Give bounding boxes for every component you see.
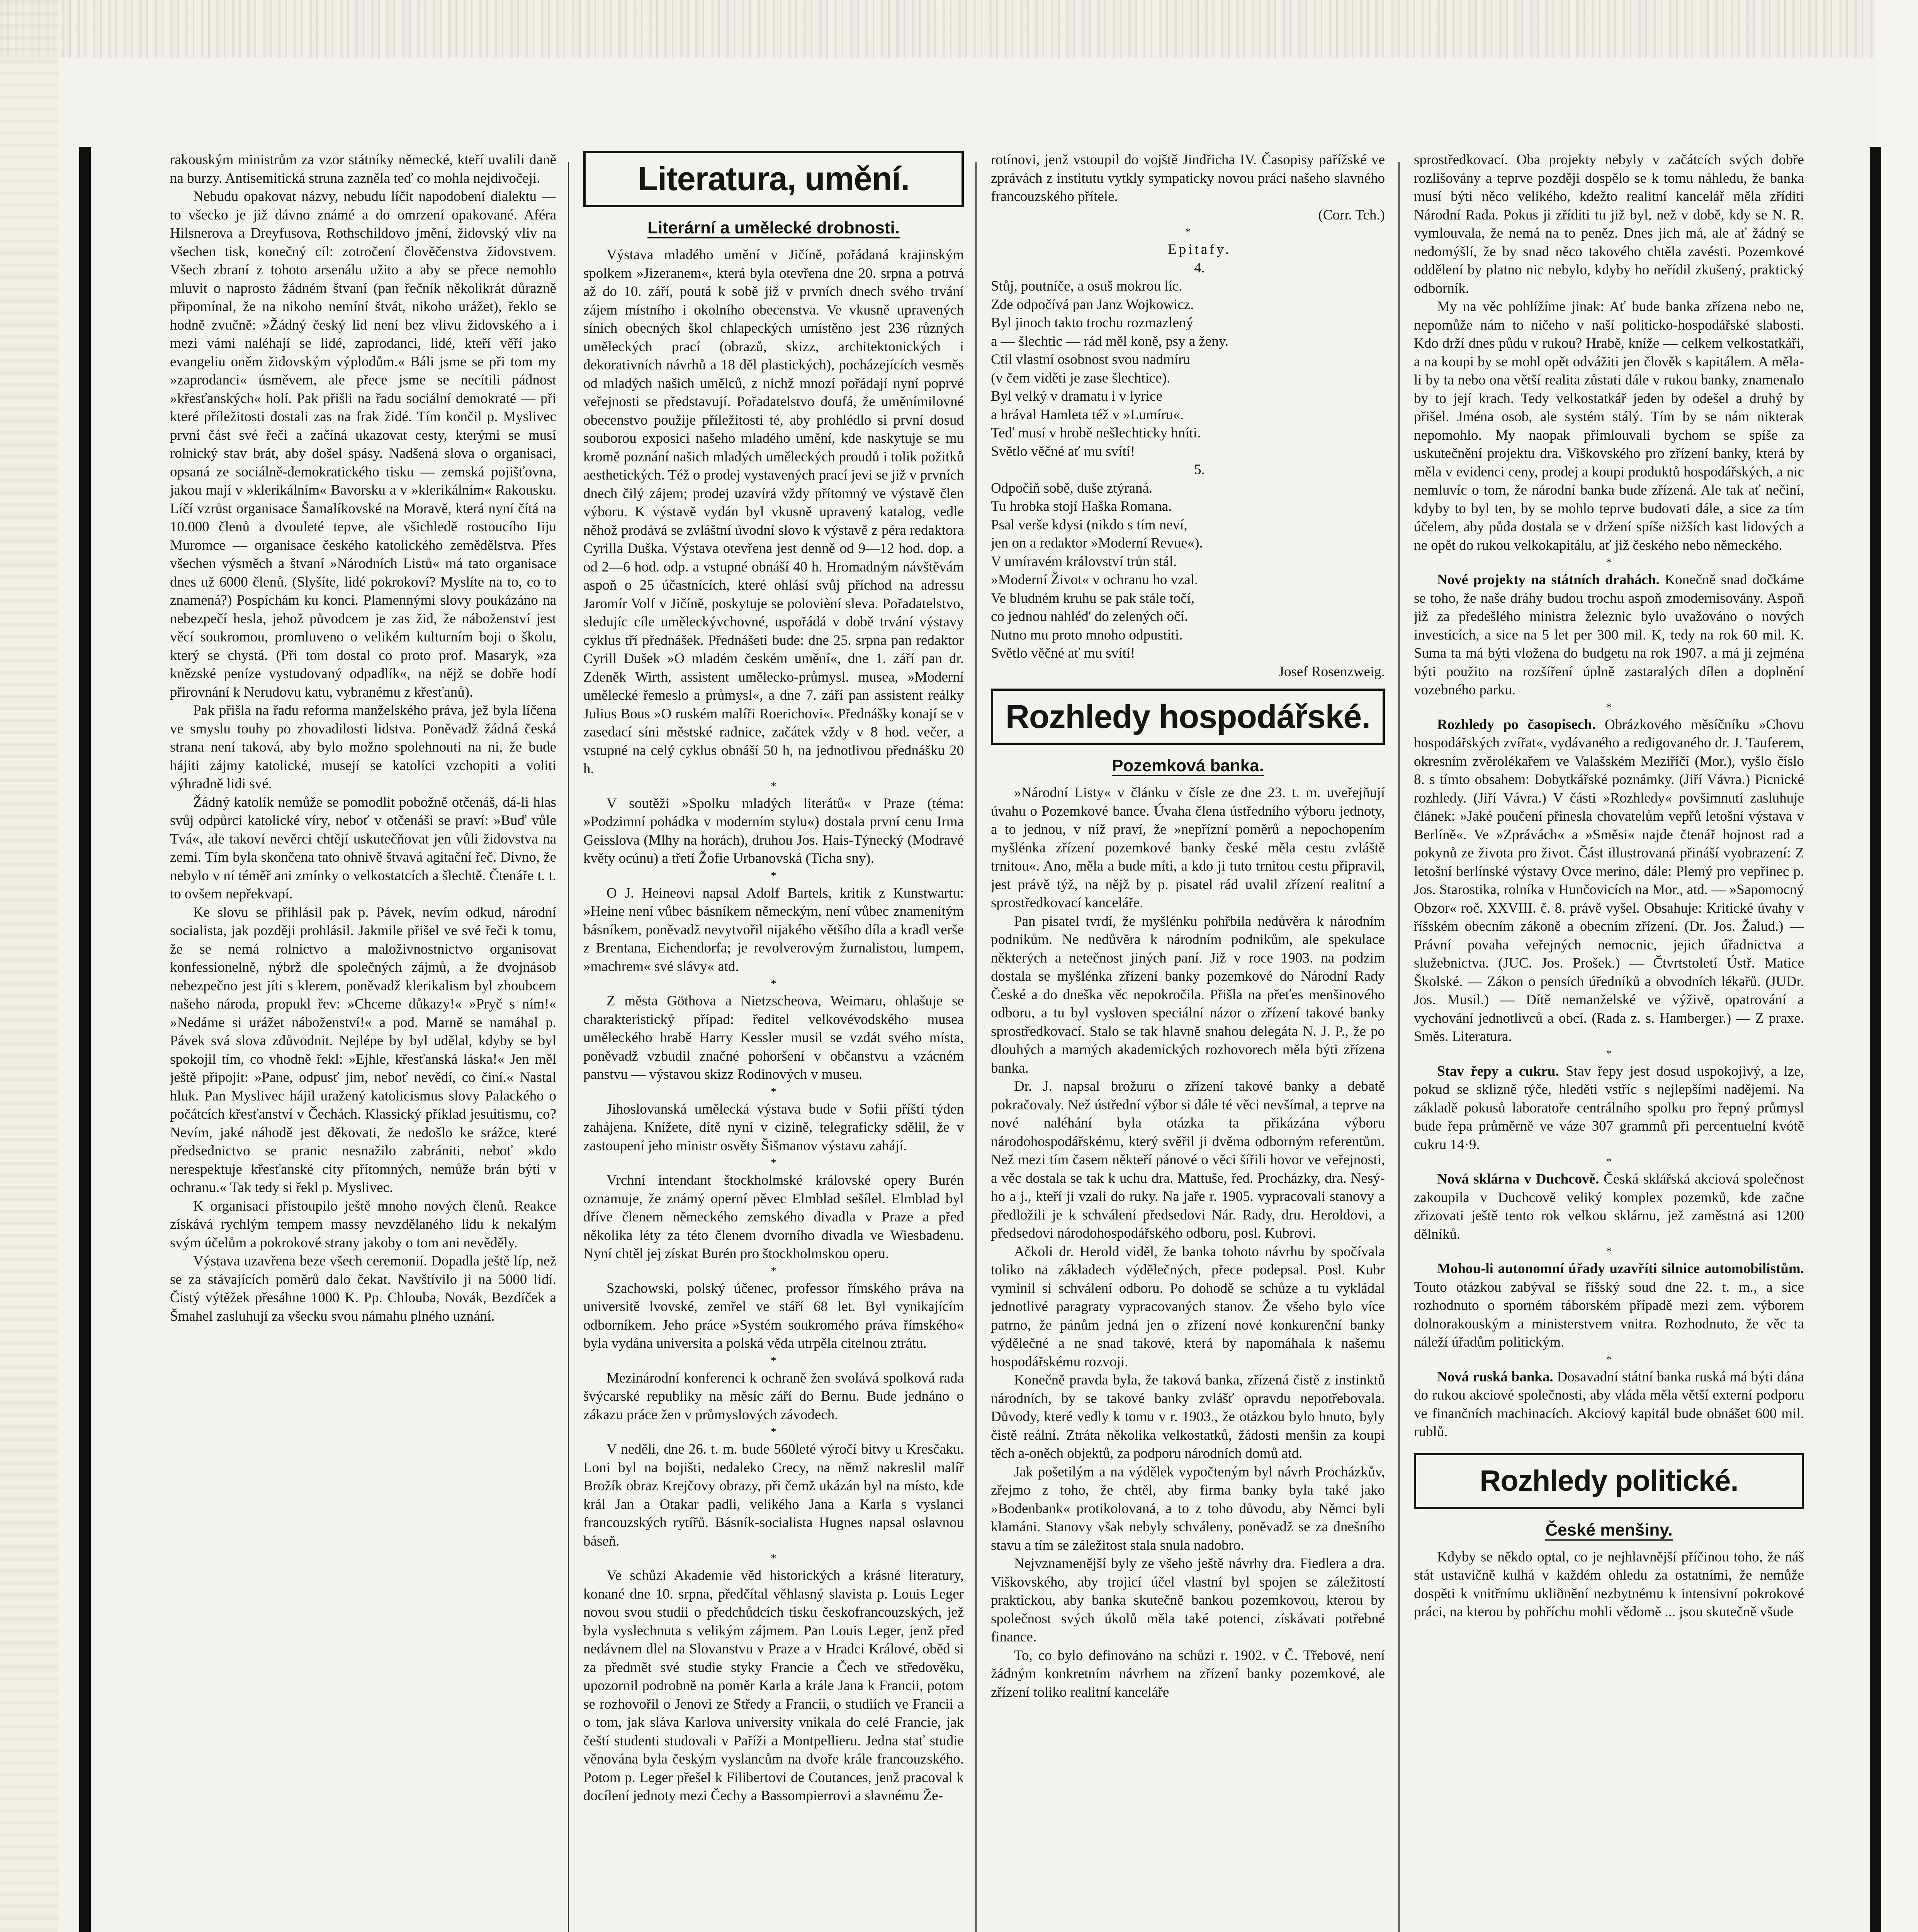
news-note-headline: Nová ruská banka. <box>1437 1369 1553 1385</box>
scan-edge-right <box>1876 0 1918 1932</box>
column-4-final-text <box>1414 1548 1804 1621</box>
news-note <box>1414 1062 1804 1154</box>
column-3 <box>991 151 1385 1932</box>
column-4-text <box>1414 151 1804 554</box>
poem-line: (v čem viděti je zase šlechtice). <box>991 370 1171 386</box>
separator: * <box>771 1156 776 1169</box>
article-paragraph: Žádný katolík nemůže se pomodlit pobožně otčenáš, dá-li hlas svůj odpůrci katolické víry, neboť v otčenáši se praví: »Buď vůle Tvá«, ale takoví nevěrci chtějí uskutečňovat jen vůli židovstva na zemi. Tím byla skončena tato ohnivě štvavá agitační řeč. Divno, že nebylo v ní téměř ani zmínky o velkostatcích a šlechtě. Čtenáře t. t. to ovšem nepřekvapí. <box>170 794 556 902</box>
poem-line: Nutno mu proto mnoho odpustiti. <box>991 627 1183 643</box>
poem-line: Ctil vlastní osobnost svou nadmíru <box>991 352 1190 367</box>
separator: * <box>771 1264 776 1277</box>
separator: * <box>1606 1245 1612 1258</box>
article-paragraph: Nebudu opakovat názvy, nebudu líčit napodobení dialektu — to všecko je již dávno známé a do omrzení opakované. Aféra Hilsnerova a Dreyfusova, Rothschildovo jmění, židovský vliv na všechen tisk, konečný cíl: zotročení člověčenstva židovstvem. Všech zbraní z tohoto arsenálu užito a aby se přece nemohlo mluvit o naprosto žádném štvaní (pan řečník několikrát důrazně připomínal, že na nikoho nemíní štvát, nikoho urážet), řeklo se hodně zvučně: »Žádný český lid není bez vlivu židovského a i mezi vámi naléhají se lidé, zaprodanci, lidé, kteří věří jako evangeliu oněm židovským výplodům.« Báli jsme se při tom my »zaprodanci« úsměvem, ale přece jsme se necítili pádnost »křesťanských« holí. Pak přišli na řadu sociální demokraté — při které příležitosti dostali zas na frak židé. Tím končil p. Myslivec první část své řeči a začíná ukazovat cesty, kterými se musí rolnický stav brát, aby došel spásy. Nadšená slova o organisaci, opsaná ze sociálně-demokratického tisku — zemská pojišťovna, jakou mají v »klerikálním« Bavorsku a v »klerikálním« Rakousku. Líčí vzrůst organisace Šamalíkovské na Moravě, která nyní čítá na 10.000 členů a dvouleté tepve, ale všichledě rostoucího Iiju Muromce — organisace českého katolického zemědělstva. Přes všechen výsměch a štvaní »Národních Listů« má tato organisace dnes už 6000 členů. (Slyšíte, lidé pokrokoví? Myslíte na to, co to znamená?) Pospíchám ku konci. Plamennými slovy poukázáno na nebezpečí hesla, jehož původcem je zas žid, že náboženství jest věcí soukromou, promluveno o velikém kulturním boji o školu, který se chystá. (Při tom dostal co proto prof. Masaryk, »za knězské peníze vystudovaný odpadlík«, na nějž se dobře hodí přirovnání k Nerudovu katu, vybranému z křesťanů). <box>170 189 556 700</box>
article-paragraph: Ačkoli dr. Herold viděl, že banka tohoto návrhu by spočívala toliko na základech výdělečných, přece podepsal. Posl. Kubr vyminil si schválení odboru. Po dohodě se schůze a tu vykládal jednotlivé paragraty vypracovaných stanov. Že všeho bylo více patrno, že pánům jedná jen o zřízení nové konkurenční banky výdělečné a ne snad takové, která by napomáhala k našemu hospodářskému rozvoji. <box>991 1243 1385 1370</box>
poem-line: Odpočiň sobě, duše ztýraná. <box>991 480 1153 496</box>
separator: * <box>1185 226 1191 238</box>
separator: * <box>771 1425 776 1438</box>
column-3-text <box>991 784 1385 1701</box>
section-banner-literatura: Literatura, umění. <box>583 151 964 207</box>
poem-line: Byl velký v dramatu i v lyrice <box>991 388 1162 404</box>
column-2 <box>583 151 964 1932</box>
poem-line: Teď musí v hrobě nešlechticky hníti. <box>991 425 1201 441</box>
news-note <box>1414 1170 1804 1243</box>
separator: * <box>771 1354 776 1367</box>
separator: * <box>771 977 776 990</box>
poem-line: Světlo věčné ať mu svítí! <box>991 443 1135 459</box>
article-paragraph: To, co bylo definováno na schůzi r. 1902. v Č. Třebové, není žádným konkretním návrhem na zřízení banky pozemkové, ale zřízení toliko realitní kanceláře <box>991 1647 1385 1700</box>
article-paragraph: O J. Heineovi napsal Adolf Bartels, kritik z Kunstwartu: »Heine není vůbec básníkem německým, není vůbec znamenitým básníkem, poněvadž nevytvořil nijakého většího díla a kradl verše z Brentana, Eichendorfa; je revolverovým žurnalistou, lumpem, »machrem« své slávy« atd. <box>583 885 964 975</box>
poem-line: co jednou nahléd' do zelených očí. <box>991 609 1188 624</box>
subhead-literarni-drobnosti: Literární a umělecké drobnosti. <box>583 216 964 240</box>
article-paragraph: Jihoslovanská umělecká výstava bude v Sofii příští týden zahájena. Knížete, dítě nyní v cizině, telegraficky sdělil, že v zastoupení jeho ministr osvěty Šišmanov výstavu zahájí. <box>583 1101 964 1154</box>
scan-edge-top <box>0 0 1918 58</box>
article-paragraph: Dr. J. napsal brožuru o zřízení takové banky a debatě pokračovaly. Než ústřední výbor si dále té věci nevšímal, a teprve na nové naléhání byla otázka ta přikázána výboru národohospodářskému, který svěřil ji dvěma odborným referentům. Než mezi tím časem někteří pánové o věci šířili hovor ve veřejnosti, a věc dostala se tak k uchu dra. Mattuše, řed. Procházky, dra. Nesý-ho a j., kteří ji vzali do ruky. Na jaře r. 1905. vypracovali stanovy a předložili je k schválení předsedovi Nár. Rady, dru. Heroldovi, a předsedovi národohospodářského odboru, posl. Kubrovi. <box>991 1078 1385 1241</box>
binding-bar-left <box>79 147 91 1932</box>
poem-4 <box>991 277 1385 461</box>
news-note-headline: Rozhledy po časopisech. <box>1437 716 1596 733</box>
article-paragraph: Jak pošetilým a na výdělek vypočteným byl návrh Procházkův, zřejmo z toho, že chtěl, aby firma banky byla také jako »Bodenbank« protikolovaná, a to z toho důvodu, aby Němci byli klamáni. Stanovy však nebyly schváleny, poněvadž se za dnešního stavu a tím se záležitost stala snula nadobro. <box>991 1464 1385 1553</box>
scan-edge-left <box>0 0 58 1932</box>
column-rule <box>975 162 977 1932</box>
intro-signature: (Corr. Tch.) <box>1318 207 1385 223</box>
poem-line: Byl jinoch takto trochu rozmazlený <box>991 315 1194 331</box>
article-paragraph: Kdyby se někdo optal, co je nejhlavnější příčinou toho, že náš stát ustavičně kulhá v každém ohledu za ostatními, že nemůže dospěti k vnitřnímu ukliðnění nezbytnému k intensivní pokrokové práci, na kterou by pohříchu mohli vědomě ... jsou skutečně všude <box>1414 1549 1804 1620</box>
article-paragraph: Mezinárodní konferenci k ochraně žen svolává spolková rada švýcarské republiky na měsíc září do Bernu. Bude jednáno o zákazu práce žen v průmyslových závodech. <box>583 1370 964 1423</box>
separator: * <box>771 869 776 882</box>
poem-signature: Josef Rosenzweig. <box>1278 663 1385 680</box>
news-note <box>1414 1368 1804 1441</box>
news-note-headline: Mohou-li autonomní úřady uzavříti silnice automobilistům. <box>1437 1261 1804 1277</box>
poem-line: V umíravém království trůn stál. <box>991 553 1177 570</box>
poem-line: Tu hrobka stojí Haška Romana. <box>991 498 1172 514</box>
separator: * <box>771 1085 776 1098</box>
poem-line: Světlo věčné ať mu svítí! <box>991 645 1135 661</box>
poem-5-number: 5. <box>1194 462 1205 478</box>
separator: * <box>1606 556 1612 569</box>
news-note-headline: Nové projekty na státních drahách. <box>1437 572 1660 588</box>
news-note-text: Konečně snad dočkáme se toho, že naše dráhy budou trochu aspoň zmodernisovány. Aspoň již za předešlého ministra železnic bylo uvažováno o nových investicích, a sice na 5 let per 300 mil. K, tedy na rok 60 mil. K. Suma ta má býti vložena do budgetu na rok 1907. a má ji zejména býti použito na rozšíření úplně zastaralých dílen a doplnění vozebného parku. <box>1414 572 1804 698</box>
article-paragraph: Konečně pravda byla, že taková banka, zřízená čistě z instinktů národních, by se takové banky zvlášť opravdu nepotřebovala. Důvody, které vedly k tomu v r. 1903., že otázkou bylo hnuto, byly čistě reální. Ztráta několika velkostatků, žádosti menšin za koupi těch a-oněch objektů, za podporu národních domů atd. <box>991 1372 1385 1461</box>
article-paragraph: sprostředkovací. Oba projekty nebyly v začátcích svých dobře rozlišovány a teprve později dospělo se k tomu náhledu, že banka musí býti něco velikého, kdežto realitní kancelář měla zříditi Národní Rada. Pokus ji zříditi tu již byl, než v době, kdy se N. R. vymlouvala, že nemá na to peněz. Dnes jich má, ale ať žádný se nedomýšlí, že by snad něco takového chtěla zavésti. Pozemkové oddělení by platno nic nebylo, kdyby ho neřídil zkušený, praktický odborník. <box>1414 152 1804 296</box>
news-note-headline: Nová sklárna v Duchcově. <box>1437 1171 1599 1187</box>
poem-line: a — šlechtic — rád měl koně, psy a ženy. <box>991 333 1229 349</box>
article-paragraph: Výstava mladého umění v Jičíně, pořádaná krajinským spolkem »Jizeranem«, která byla otevřena dne 20. srpna a potrvá až do 10. září, poutá k sobě již v prvních dnech svého trvání zájem místního i okolního obecenstva. Ve vkusně upravených sínich obecných škol chlapeckých umístěno jest 236 různých uměleckých prací (obrazů, skizz, architektonických i dekorativních návrhů a 18 děl plastických), pocházejících vesměs od mladých našich umělců, z nichž mnozí pořádají nyní poprvé veřejnosti se představují. Pořadatelstvo doufá, že uměnímilovné obecenstvo použije příležitosti té, aby prohlédlo si první dosud souborou exposici našeho mladého umění, kde naskytuje se mu kromě poznání našich mladých uměleckých proudů i tolik požitků aesthetických. Též o prodej vystavených prací jevi se již v prvních dnech čilý zájem; prodej uzavírá vždy přítomný ve výstavě člen výboru. K výstavě vydán byl vkusně upravený katalog, vedle něhož prodává se zvláštní úvodní slovo k výstavě z péra redaktora Cyrilla Duška. Výstava otevřena jest denně od 9—12 hod. dop. a od 2—6 hod. odp. a vstupné obnáší 40 h. Hromadným návštěvám aspoň o 25 účastnících, které ohlásí svůj příchod na adressu Jaromír Volf v Jičíně, poskytuje se polovièní sleva. Pořadatelstvo, sledujíc cíle uměleckývchovné, uspořádá v době trvání výstavy cyklus tří přednášek. Přednášeti bude: dne 25. srpna pan redaktor Cyrill Dušek »O mladém českém umění«, dne 1. září pan dr. Zdeněk Wirth, assistent umělecko-průmysl. musea, »Moderní umělecké řemeslo a průmysl«, a dne 7. září pan assistent reálky Julius Bous »O ruském malíři Roerichovi«. Přednášky konají se v zasedací síni městské radnice, začátek vždy v 8 hod. večer, a vstupné na celý cyklus obnáší 50 h, na jednotlivou přednášku 20 h. <box>583 247 964 777</box>
article-paragraph: Výstava uzavřena beze všech ceremonií. Dopadla ještě líp, než se za stávajících poměrů dalo čekat. Navštívilo ji na 5000 lidí. Čistý výtěžek přesáhne 1000 K. Pp. Chlouba, Novák, Bezdíček a Šmahel zasluhují za všecku svou námahu plného uznání. <box>170 1253 556 1324</box>
separator: * <box>771 1552 776 1565</box>
news-note-text: Stav řepy jest dosud uspokojivý, a lze, pokud se sklizně týče, hleděti vstříc s nejlepšími nadějemi. Na základě pokusů laboratoře centrálního spolku pro řepný průmysl bude řepa průměrně ve váze 307 grammů při percentuelní kvótě cukru 14·9. <box>1414 1063 1804 1153</box>
section-banner-hospodarske: Rozhledy hospodářské. <box>991 689 1385 745</box>
poem-line: a hrával Hamleta též v »Lumíru«. <box>991 406 1184 423</box>
article-paragraph: V soutěži »Spolku mladých literátů« v Praze (téma: »Podzimní pohádka v moderním stylu«) dostala první cenu Irma Geisslova (Mlhy na horách), druhou Jos. Hais-Týnecký (Modravé květy ocúnu) a třetí Žofie Urbanovská (Ticha sny). <box>583 795 964 866</box>
article-paragraph: Vrchní intendant štockholmské královské opery Burén oznamuje, že známý operní pěvec Elmblad sešílel. Elmblad byl dříve členem německého zemského divadla v Praze a před několika léty za této členem dvorního divadla ve Wiesbadenu. Nyní chtěl jej získat Burén pro štockholmskou operu. <box>583 1172 964 1262</box>
separator: * <box>1606 1155 1612 1168</box>
column-2-text <box>583 246 964 1805</box>
separator: * <box>1606 701 1612 714</box>
news-note-text: Touto otázkou zabýval se říšský soud dne 22. t. m., a sice rozhodnuto o sporném táborském případě mezi zem. výborem dolnorakouským a ministerstvem vnitra. Rozhodnuto, že věc ta náleží úřadům politickým. <box>1414 1279 1804 1350</box>
subhead-ceske-mensiny: České menšiny. <box>1414 1519 1804 1542</box>
news-note <box>1414 571 1804 699</box>
news-note <box>1414 716 1804 1046</box>
news-note-headline: Stav řepy a cukru. <box>1437 1063 1559 1079</box>
separator: * <box>771 779 776 793</box>
column-1-text <box>170 151 556 1325</box>
epitafy-title: Epitafy. <box>1168 242 1231 257</box>
separator: * <box>1606 1047 1612 1060</box>
column-4-notes <box>1414 554 1804 1441</box>
article-paragraph: Ke slovu se přihlásil pak p. Pávek, nevím odkud, národní socialista, jak později prohlásil. Jakmile přišel ve své řeči k tomu, že se nemá rolnictvo a maloživnostnictvo organisovat konfessionelně, nýbrž dle společných zájmů, a že dvojnásob nebezpečno jest jíti s klerem, poněvadž klerikalism byl zhoubcem našeho národa, propukl řev: »Chceme důkazy!« »Pryč s ním!« »Nedáme si urážet náboženství!« a pod. Marně se namáhal p. Pávek svá slova zdůvodnit. Nejlépe by byl udělal, kdyby se byl spokojil tím, co vhodně řekl: »Ejhle, křesťanská láska!« Jen měl ještě připojit: »Pane, odpusť jim, neboť nevědí, co činí.« Nastal hluk. Pan Myslivec hájil uražený katolicismus slovy Palackého o počátcích křesťanství v Čechách. Klassický příklad jesuitismu, co? Nevím, jaké náhodě jest děkovati, že nedošlo ke srážce, které předsednictvo se pranic nesnažilo zabrániti, neboť »kdo nerespektuje křesťanské city přítomných, nemůže brán býti v ochranu.« Tak tedy si řekl p. Myslivec. <box>170 904 556 1196</box>
poem-line: Stůj, poutníče, a osuš mokrou líc. <box>991 278 1182 294</box>
article-paragraph: Ve schůzi Akademie věd historických a krásné literatury, konané dne 10. srpna, předčítal věhlasný slavista p. Louis Leger novou svou studii o předchůdcích tisku českofrancouzských, jež byla vyslechnuta s velikým zájmem. Pan Louis Leger, jenž před nedávnem dlel na Slovanstvu v Praze a v Hradci Králové, oběd si za předmět své studie styky Francie a Čech ve středověku, upozornil podrobně na poměr Karla a krále Jana k Francii, potom se rozhovořil o Jenovi ze Středy a Francii, o studiích ve Francii a o tom, jak sláva Karlova university vnikala do celé Francie, jak čeští studenti studovali v Paříži a Montpellieru. Jedna stať studie věnována byla českým vyslancům na dvoře krále francouzského. Potom p. Leger přešel k Filibertovi de Coutances, jenž pracoval k docílení jednoty mezi Čechy a Bassompierrovi a slavnému Že- <box>583 1568 964 1804</box>
poem-line: Ve bludném kruhu se pak stále točí, <box>991 590 1195 606</box>
news-note-text: Česká sklářská akciová společnost zakoupila v Duchcově veliký komplex pozemků, kde začne zřizovati ještě tento rok velkou sklárnu, jež zaměstná asi 1200 dělníků. <box>1414 1171 1804 1242</box>
article-paragraph: rotínovi, jenž vstoupil do vojště Jindřicha IV. Časopisy pařížské ve zprávách z institutu vytkly sympaticky novou práci našeho slavného francouzského přítele. <box>991 152 1385 204</box>
article-paragraph: rakouským ministrům za vzor státníky německé, kteří uvalili daně na burzy. Antisemitická struna zazněla teď co mohla nejdivočeji. <box>170 152 556 186</box>
poem-line: jen on a redaktor »Moderní Revue«). <box>991 535 1203 551</box>
subhead-pozemkova-banka: Pozemková banka. <box>991 754 1385 777</box>
binding-bar-right <box>1870 147 1881 1932</box>
column-4 <box>1414 151 1804 1932</box>
poem-line: »Moderní Život« v ochranu ho vzal. <box>991 572 1198 588</box>
poem-line: Psal verše kdysi (nikdo s tím neví, <box>991 517 1187 533</box>
news-note <box>1414 1260 1804 1352</box>
article-paragraph: Szachowski, polský účenec, professor římského práva na universitě lvovské, zemřel ve stáří 68 let. Byl vynikajícím odborníkem. Jeho práce »Systém soukromého práva římského« byla vydána universita a polská věda utrpěla citelnou ztrátu. <box>583 1280 964 1351</box>
article-paragraph: Nejvznamenější byly ze všeho ještě návrhy dra. Fiedlera a dra. Viškovského, aby trojicí účel vlastní byl spojen se záležitostí praktickou, aby banka skutečně bankou pozemkovou, kterou by společnost svých úkolů měla také potenci, získávati potřebné finance. <box>991 1556 1385 1645</box>
column-1 <box>170 151 556 1932</box>
article-paragraph: Z města Göthova a Nietzscheova, Weimaru, ohlašuje se charakteristický případ: ředitel velkovévodského musea uměleckého hrabě Harry Kessler musil se vzdát svého místa, poněvadž vzbudil značné pohoršení v občanstvu a vzácném panstvu — výstavou skizz Rodinových v museu. <box>583 993 964 1082</box>
column-rule <box>568 162 569 1932</box>
news-note-text: Obrázkového měsíčníku »Chovu hospodářských zvířat«, vydávaného a redigovaného dr. J. Tauferem, okresním zvěrolékařem ve Valašském Meziříčí (Mor.), vyšlo číslo 8. s tímto obsahem: Dobytkářské poznámky. (Jiří Vávra.) Picnické rozhledy. (Jiří Vávra.) V části »Rozhledy« povšimnutí zasluhuje článek: »Jaké poučení přinesla chovatelům vepřů letošní výstava v Berlíně«. Ve »Zprávách« a »Směsi« najde čtenář hojnost rad a pokynů ze života pro život. Část illustrovaná přináší vyobrazení: Z letošní berlínské výstavy Ovce merino, dále: Plemý pro vepřinec p. Jos. Starostika, rolníka v Hunčovicích na Mor., atd. — »Sapomocný Obzor« roč. XXVIII. č. 8. právě vyšel. Obsahuje: Kritické úvahy v říšském obecním zákoně a obecním zřízení. (Dr. Jos. Žalud.) — Právní povaha veřejných nemocnic, jejich úřadnictva a služebnictva. (JUC. Jos. Prošek.) — Čtvrtstoletí Ústř. Matice Školské. — Zákon o pensích úředníků a obvodních lékařů. (JUDr. Jos. Musil.) — Dítě nemanželské ve výživě, opatrování a vychování jednotlivců a obcí. (Rada z. s. Hamberger.) — Z praxe. Směs. Literatura. <box>1414 716 1804 1044</box>
article-paragraph: »Národní Listy« v článku v čísle ze dne 23. t. m. uveřejňují úvahu o Pozemkové bance. Úvaha člena ústředního výboru jednoty, a to jednou, v níž praví, že »nepřízní poměrů a nepochopením myšlénka zřízení pozemkové banky české měla cestu zvláště trnitou«. Ano, měla a bude míti, a kdo ji tuto trnitou cestu připravil, jest právě týž, na nějž by p. pisatel rád uvalil zřízení realitní a sprostředkovací kanceláře. <box>991 785 1385 911</box>
separator: * <box>1606 1353 1612 1366</box>
article-paragraph: Pak přišla na řadu reforma manželského práva, jež byla líčena ve smyslu touhy po zhovadilosti lidstva. Poněvadž žádná česká strana není taková, aby bylo možno spolehnouti na ni, že bude hájiti zájmy katolické, musejí se katolíci vzchopiti a voliti výhradně lidi své. <box>170 702 556 792</box>
poem-4-number: 4. <box>1194 260 1205 276</box>
column-rule <box>1398 162 1400 1932</box>
poem-5 <box>991 479 1385 663</box>
column-3-intro <box>991 151 1385 206</box>
poem-line: Zde odpočívá pan Janz Wojkowicz. <box>991 296 1194 313</box>
article-paragraph: Pan pisatel tvrdí, že myšlénku pohřbila nedůvěra k národním podnikům. Ne nedůvěra k národním podnikům, ale spekulace některých a netečnost jiných paní. Již v roce 1903. na podzim dostala se myšlénka zřízení banky pozemkové do Národní Rady České a do dneška věc nepokročila. Přišla na přeťes menšinového odboru, a tu byl vysloven speciální názor o zřízení takové banky sprostředkovací. Stalo se tak hlavně snahou delegáta N. J. P., že po dlouhých a marných akademických rozhovorech měla býti zřízena banka. <box>991 913 1385 1076</box>
article-paragraph: V neděli, dne 26. t. m. bude 560leté výročí bitvy u Kresčaku. Loni byl na bojišti, nedaleko Crecy, na němž nakreslil malíř Brožík obraz Krejčovy obrazy, při čemž ukázán byl na místo, kde král Jan a Otakar padli, velikého Jana a Karla s vyslanci francouzských rytířů. Básník-socialista Hugnes napsal oslavnou báseň. <box>583 1441 964 1549</box>
section-banner-politicke: Rozhledy politické. <box>1414 1453 1804 1509</box>
article-paragraph: My na věc pohlížíme jinak: Ať bude banka zřízena nebo ne, nepomůže nám to ničeho v naší politicko-hospodářské slabosti. Kdo drží dnes půdu v rukou? Hrabě, kníže — celkem velkostatkáři, a na koupi by se mohl opět odvážiti jen člověk s kapitálem. A měla-li by ta nebo ona větší realita zůstati dále v rukou banky, znamenalo by to její krach. Tedy velkostatkář jeden by odešel a druhý by přišel. Jména osob, ale systém stálý. Tím by se nám nikterak nepomohlo. My naopak přimlouvali bychom se spíše za uskutečnění projektu dra. Viškovského pro zřízení banky, která by měla v evidenci ceny, prodej a koupi produktů hospodářských, a nic nemluvíc o tom, že národní banka bude zřízená. Ale tak ať nečiní, kdyby to byl ten, by se mohlo teprve budovati dále, a sice za tím účelem, aby půda dostala se v držení spíše nižších kast lidových a ne opět do rukou velkokapitálu, ať již českého nebo německého. <box>1414 299 1804 553</box>
article-paragraph: K organisaci přistoupilo ještě mnoho nových členů. Reakce získává rychlým tempem massy nevzdělaného lidu k nekalým svým účelům a pokrokové strany jakoby o tom ani nevěděly. <box>170 1198 556 1251</box>
news-note-text: Dosavadní státní banka ruská má býti dána do rukou akciové společnosti, aby vláda měla větší externí podporu ve finančních machinacích. Akciový kapitál bude obnášet 600 mil. rublů. <box>1414 1369 1804 1440</box>
